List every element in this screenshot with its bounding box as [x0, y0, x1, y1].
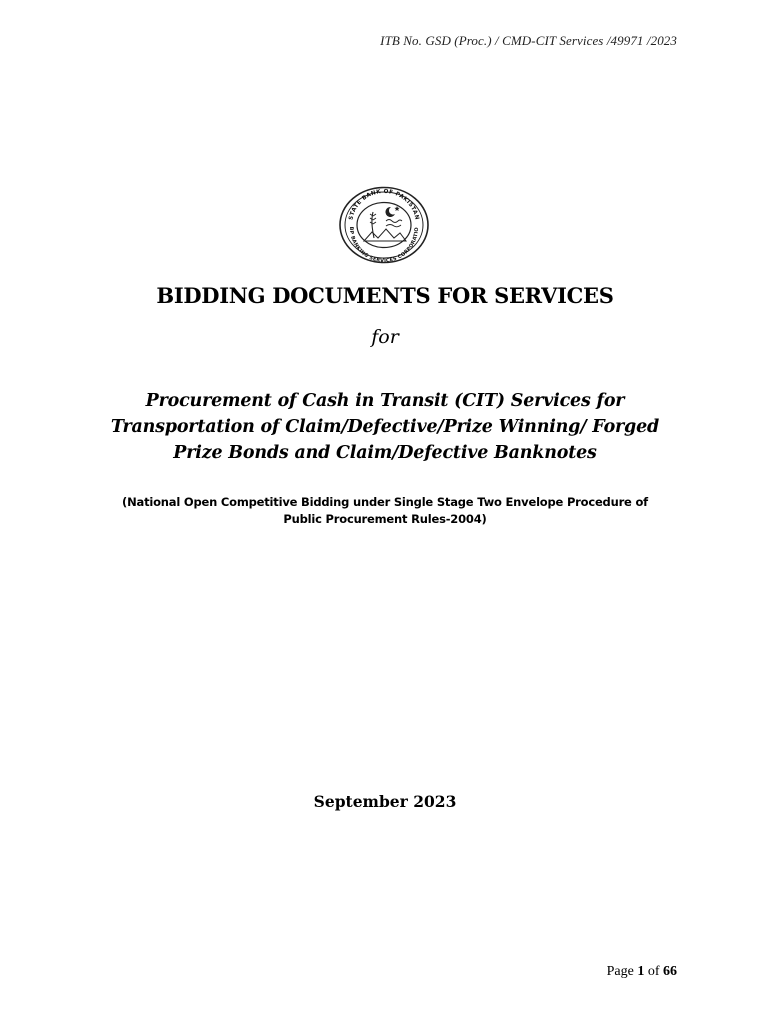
procedure-line: (National Open Competitive Bidding under Single Stage Two Envelope Procedure of — [122, 495, 648, 509]
document-date: September 2023 — [313, 792, 457, 811]
subject-line: Transportation of Claim/Defective/Prize Winning/ Forged — [110, 417, 660, 437]
sbp-bsc-seal-icon — [338, 186, 430, 264]
document-title: BIDDING DOCUMENTS FOR SERVICES — [156, 283, 614, 308]
subject-line: Procurement of Cash in Transit (CIT) Services for — [145, 391, 625, 411]
page-number — [607, 964, 677, 980]
page-total: 66 — [663, 964, 677, 979]
page-current: 1 — [637, 964, 645, 979]
procurement-subject — [85, 388, 685, 466]
for-connector: for — [371, 326, 399, 348]
procedure-line: Public Procurement Rules-2004) — [283, 512, 487, 526]
page-label: Page — [606, 964, 634, 979]
procurement-procedure-note — [95, 494, 675, 528]
svg-text:SBP BANKING SERVICES CORPORATI: BP BANKING SERVICES CORPORATIO — [347, 226, 421, 264]
page-of-label: of — [647, 964, 660, 979]
document-reference-number: ITB No. GSD (Proc.) / CMD-CIT Services /49971 /2023 — [380, 33, 677, 48]
svg-text:STATE BANK OF PAKISTAN: STATE BANK OF PAKISTAN — [348, 188, 420, 221]
subject-line: Prize Bonds and Claim/Defective Banknotes — [173, 443, 597, 463]
